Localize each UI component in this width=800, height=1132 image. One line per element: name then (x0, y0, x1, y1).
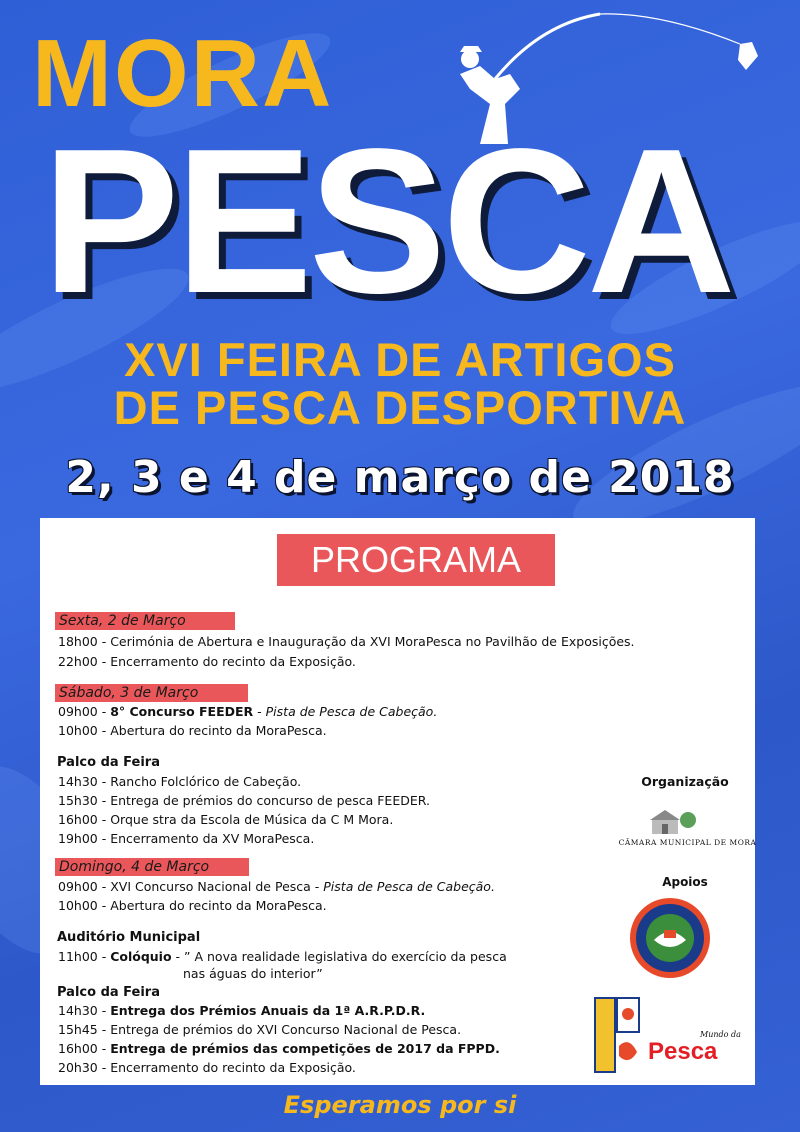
footer-tagline: Esperamos por si (283, 1091, 517, 1119)
apoios-heading: Apoios (662, 875, 708, 889)
schedule-item: 15h30 - Entrega de prémios do concurso de pesca FEEDER. (58, 793, 430, 808)
camara-logo-text: CÂMARA MUNICIPAL DE MORA (618, 838, 757, 847)
day-label-saturday: Sábado, 3 de Março (55, 684, 248, 702)
schedule-item: 20h30 - Encerramento do recinto da Exposição. (58, 1060, 356, 1075)
section-heading-palco: Palco da Feira (57, 985, 160, 1000)
schedule-item: 16h00 - Orque stra da Escola de Música da C M Mora. (58, 812, 394, 827)
schedule-item: 18h00 - Cerimónia de Abertura e Inauguração da XVI MoraPesca no Pavilhão de Exposições. (58, 634, 635, 649)
schedule-item: 09h00 - XVI Concurso Nacional de Pesca - Pista de Pesca de Cabeção. (58, 879, 495, 894)
schedule-item: 14h30 - Entrega dos Prémios Anuais da 1ª A.R.P.D.R. (58, 1003, 426, 1018)
schedule-item: 15h45 - Entrega de prémios do XVI Concurso Nacional de Pesca. (58, 1022, 462, 1037)
schedule-item: 09h00 - 8° Concurso FEEDER - Pista de Pesca de Cabeção. (58, 704, 438, 719)
club-seal-logo (628, 896, 712, 980)
subtitle-line-2: DE PESCA DESPORTIVA (113, 381, 687, 434)
schedule-item: 10h00 - Abertura do recinto da MoraPesca. (58, 723, 327, 738)
schedule-item: 14h30 - Rancho Folclórico de Cabeção. (58, 774, 302, 789)
subtitle-line-1: XVI FEIRA DE ARTIGOS (124, 333, 676, 386)
organizacao-heading: Organização (641, 774, 729, 789)
day-label-sunday: Domingo, 4 de Março (55, 858, 249, 876)
event-dates: 2, 3 e 4 de março de 2018 (65, 452, 735, 503)
brand-script: Mundo da (700, 1030, 741, 1039)
programa-badge: PROGRAMA (277, 534, 555, 586)
schedule-item-continuation: nas águas do interior” (183, 966, 323, 981)
schedule-item: 11h00 - Colóquio - ” A nova realidade legislativa do exercício da pesca (58, 949, 507, 964)
section-heading-auditorio: Auditório Municipal (57, 930, 201, 945)
association-badge-logo (593, 996, 641, 1074)
schedule-item: 16h00 - Entrega de prémios das competições de 2017 da FPPD. (58, 1041, 500, 1056)
schedule-item: 10h00 - Abertura do recinto da MoraPesca. (58, 898, 327, 913)
day-label-friday: Sexta, 2 de Março (55, 612, 235, 630)
title-pesca: PESCA (42, 106, 732, 336)
mundo-da-pesca-logo: Pesca (648, 1038, 718, 1065)
title-mora: MORA (32, 20, 334, 127)
schedule-item: 19h00 - Encerramento da XV MoraPesca. (58, 831, 315, 846)
camara-building-icon (640, 806, 700, 836)
schedule-item: 22h00 - Encerramento do recinto da Exposição. (58, 654, 356, 669)
section-heading-palco: Palco da Feira (57, 755, 160, 770)
